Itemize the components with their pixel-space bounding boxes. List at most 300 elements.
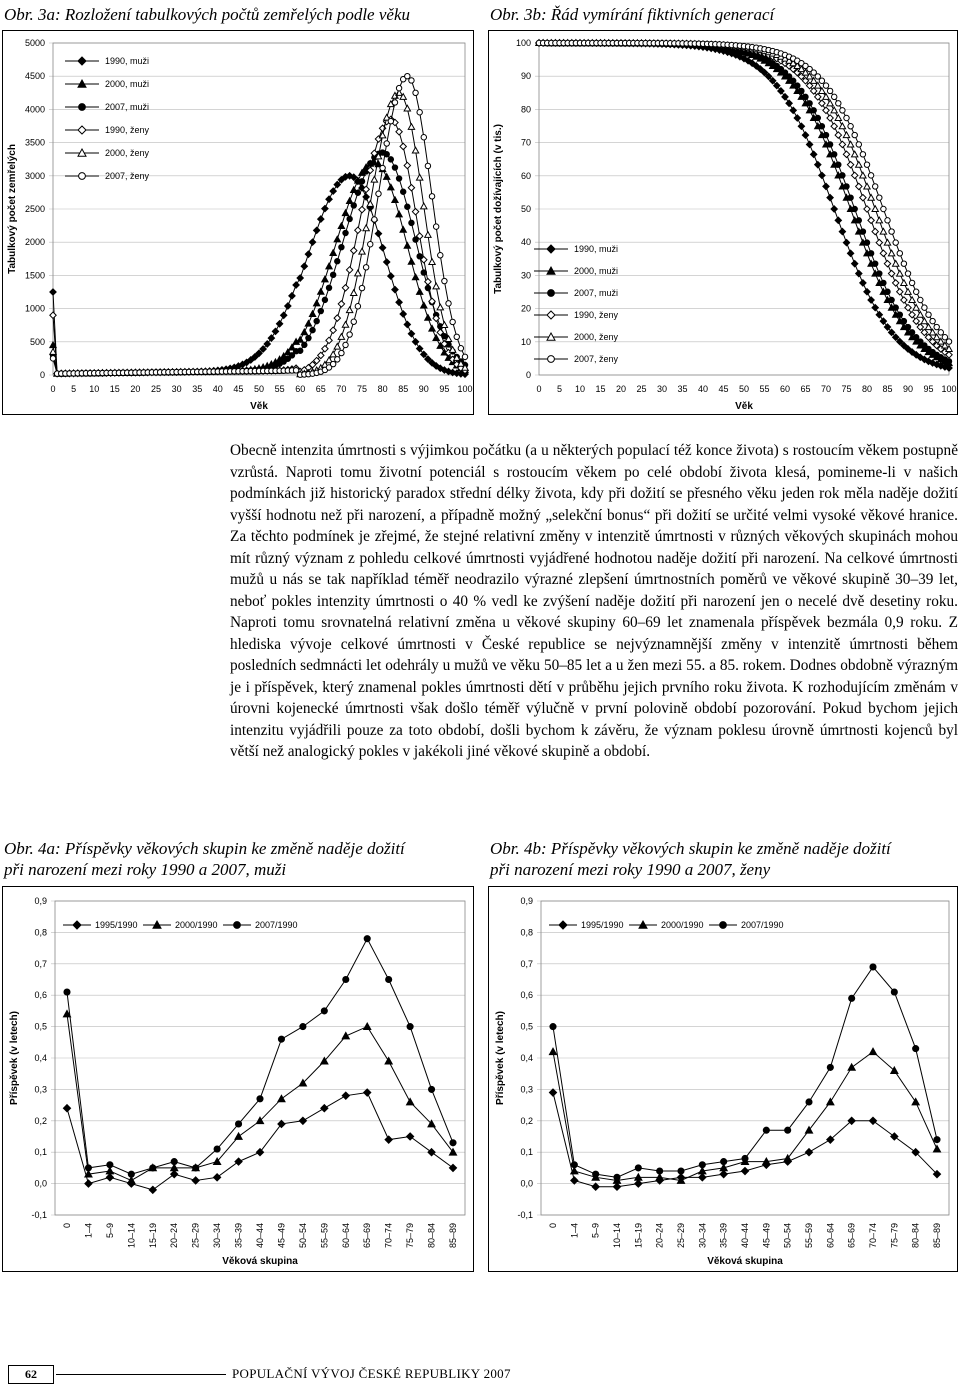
data-point bbox=[310, 327, 315, 332]
data-point bbox=[880, 228, 886, 234]
x-tick-label: 50–54 bbox=[782, 1223, 793, 1249]
data-point bbox=[912, 1098, 919, 1104]
data-point bbox=[876, 239, 882, 245]
data-point bbox=[848, 1064, 855, 1070]
data-point bbox=[803, 94, 808, 99]
data-point bbox=[901, 261, 906, 266]
data-point bbox=[235, 1158, 242, 1165]
data-point bbox=[400, 189, 405, 194]
data-point bbox=[881, 206, 886, 211]
y-axis-label: Tabulkový počet zemřelých bbox=[7, 144, 18, 274]
x-tick-label: 25–29 bbox=[190, 1223, 201, 1249]
data-point bbox=[827, 142, 832, 147]
series-line bbox=[67, 1093, 453, 1190]
data-point bbox=[400, 227, 406, 233]
legend-label: 2007, ženy bbox=[574, 354, 619, 364]
x-tick-label: 10–14 bbox=[126, 1223, 137, 1249]
data-point bbox=[326, 196, 332, 202]
data-point bbox=[289, 293, 295, 299]
data-point bbox=[413, 90, 418, 95]
data-point bbox=[891, 1133, 898, 1140]
data-point bbox=[412, 339, 418, 345]
data-point bbox=[330, 250, 336, 256]
data-point bbox=[392, 100, 397, 105]
data-point bbox=[852, 260, 858, 266]
x-tick-label: 100 bbox=[457, 384, 473, 394]
y-tick-label: 0,5 bbox=[520, 1021, 533, 1032]
y-tick-label: 1500 bbox=[24, 270, 45, 281]
data-point bbox=[322, 205, 328, 211]
data-point bbox=[314, 318, 319, 323]
y-tick-label: 0,2 bbox=[520, 1115, 533, 1126]
data-point bbox=[192, 1177, 199, 1184]
data-point bbox=[870, 964, 876, 970]
x-tick-label: 45–49 bbox=[761, 1223, 772, 1249]
data-point bbox=[847, 250, 853, 256]
y-tick-label: 3000 bbox=[24, 170, 45, 181]
data-point bbox=[893, 305, 898, 310]
data-point bbox=[347, 332, 352, 337]
data-point bbox=[351, 319, 356, 324]
data-point bbox=[827, 115, 833, 121]
data-point bbox=[342, 210, 348, 216]
data-point bbox=[844, 115, 849, 120]
x-tick-label: 75–79 bbox=[889, 1223, 900, 1249]
data-point bbox=[322, 276, 328, 282]
y-tick-label: 0,9 bbox=[34, 896, 47, 906]
chart-4b bbox=[488, 886, 958, 1272]
x-tick-label: 10–14 bbox=[612, 1223, 622, 1249]
x-tick-label: 55 bbox=[759, 384, 770, 394]
data-point bbox=[417, 110, 422, 115]
data-point bbox=[297, 275, 303, 281]
data-point bbox=[847, 141, 853, 147]
data-point bbox=[827, 88, 832, 93]
data-point bbox=[860, 280, 866, 286]
data-point bbox=[921, 318, 927, 324]
data-point bbox=[64, 989, 70, 995]
data-point bbox=[338, 301, 344, 307]
data-point bbox=[815, 115, 820, 120]
legend-marker bbox=[79, 173, 86, 180]
x-tick-label: 60–64 bbox=[340, 1223, 351, 1249]
data-point bbox=[364, 936, 370, 942]
data-point bbox=[106, 1167, 113, 1173]
data-point bbox=[347, 216, 352, 221]
y-tick-label: -0,1 bbox=[517, 1210, 533, 1220]
data-point bbox=[839, 141, 845, 147]
data-point bbox=[885, 289, 890, 294]
y-tick-label: 0,3 bbox=[520, 1084, 533, 1095]
y-tick-label: 10 bbox=[520, 336, 531, 347]
data-point bbox=[835, 115, 841, 121]
data-point bbox=[840, 173, 845, 178]
data-point bbox=[720, 1171, 727, 1178]
y-tick-label: 40 bbox=[520, 237, 531, 248]
data-point bbox=[322, 346, 328, 352]
data-point bbox=[897, 289, 903, 295]
x-tick-label: 25 bbox=[636, 384, 647, 394]
data-point bbox=[433, 224, 438, 229]
fig4b-title-line2: při narození mezi roky 1990 a 2007, ženy bbox=[490, 860, 771, 879]
y-tick-label: -0,1 bbox=[31, 1210, 47, 1220]
y-tick-label: 60 bbox=[520, 170, 531, 181]
data-point bbox=[819, 172, 825, 178]
y-tick-label: 90 bbox=[520, 71, 531, 82]
x-tick-label: 50 bbox=[738, 384, 750, 394]
data-point bbox=[421, 135, 426, 140]
data-point bbox=[313, 227, 319, 233]
data-point bbox=[388, 118, 393, 123]
legend-label: 2000, muži bbox=[574, 266, 619, 276]
data-point bbox=[338, 223, 344, 229]
data-point bbox=[412, 208, 418, 214]
x-tick-label: 5–9 bbox=[590, 1223, 601, 1239]
data-point bbox=[925, 324, 931, 330]
data-point bbox=[909, 330, 914, 335]
data-point bbox=[852, 151, 858, 157]
x-tick-label: 35 bbox=[677, 384, 688, 394]
data-point bbox=[798, 123, 804, 129]
y-axis-label: Příspěvek (v letech) bbox=[9, 1011, 20, 1105]
data-point bbox=[359, 206, 365, 212]
y-tick-label: 5000 bbox=[24, 38, 45, 48]
data-point bbox=[852, 132, 857, 137]
data-point bbox=[407, 1133, 414, 1140]
legend bbox=[63, 920, 298, 930]
data-point bbox=[860, 229, 865, 234]
data-point bbox=[281, 312, 287, 318]
data-point bbox=[806, 1099, 812, 1105]
data-point bbox=[823, 83, 828, 88]
data-point bbox=[388, 273, 394, 279]
data-point bbox=[593, 1171, 599, 1177]
data-point bbox=[856, 183, 862, 189]
data-point bbox=[335, 357, 340, 362]
data-point bbox=[807, 101, 812, 106]
legend-label: 1990, ženy bbox=[105, 125, 150, 135]
y-tick-label: 0,7 bbox=[520, 958, 533, 969]
data-point bbox=[827, 100, 833, 106]
data-point bbox=[864, 289, 870, 295]
x-tick-label: 15 bbox=[109, 384, 120, 394]
legend bbox=[534, 244, 619, 364]
data-point bbox=[592, 1183, 599, 1190]
data-point bbox=[868, 251, 873, 256]
legend-label: 2007, ženy bbox=[105, 171, 150, 181]
data-point bbox=[795, 83, 800, 88]
data-point bbox=[831, 123, 837, 129]
data-point bbox=[214, 1146, 220, 1152]
x-tick-label: 95 bbox=[439, 384, 450, 394]
data-point bbox=[805, 1149, 812, 1156]
data-point bbox=[848, 195, 853, 200]
data-point bbox=[400, 311, 406, 317]
y-tick-label: 1000 bbox=[24, 303, 45, 314]
x-axis-label: Věková skupina bbox=[707, 1256, 783, 1267]
fig3a-title: Obr. 3a: Rozložení tabulkových počtů zemřelých podle věku bbox=[4, 5, 410, 24]
legend bbox=[549, 920, 784, 930]
legend-marker bbox=[79, 104, 86, 111]
data-point bbox=[214, 1174, 221, 1181]
data-point bbox=[786, 74, 791, 79]
legend-label: 2000, ženy bbox=[574, 332, 619, 342]
x-tick-label: 30 bbox=[171, 384, 182, 394]
data-point bbox=[843, 132, 849, 138]
x-tick-label: 60 bbox=[295, 384, 306, 394]
chart-4a bbox=[2, 886, 474, 1272]
data-point bbox=[396, 85, 401, 90]
fig4b-title-line1: Obr. 4b: Příspěvky věkových skupin ke změně naděje dožití bbox=[490, 839, 891, 858]
x-tick-label: 30–34 bbox=[697, 1223, 708, 1249]
x-tick-label: 35 bbox=[192, 384, 203, 394]
data-point bbox=[856, 161, 862, 167]
y-tick-label: 0,2 bbox=[34, 1115, 47, 1126]
data-point bbox=[614, 1174, 620, 1180]
data-point bbox=[50, 312, 56, 318]
data-point bbox=[856, 218, 861, 223]
legend-label: 2000, muži bbox=[105, 79, 150, 89]
data-point bbox=[372, 217, 377, 222]
data-point bbox=[330, 188, 336, 194]
y-tick-label: 2500 bbox=[24, 204, 45, 214]
x-tick-label: 85 bbox=[882, 384, 893, 394]
data-point bbox=[339, 244, 344, 249]
data-point bbox=[889, 297, 894, 302]
data-point bbox=[678, 1168, 684, 1174]
data-point bbox=[171, 1159, 177, 1165]
data-point bbox=[50, 289, 56, 295]
data-point bbox=[300, 1024, 306, 1030]
data-point bbox=[318, 288, 324, 294]
x-tick-label: 1–4 bbox=[569, 1223, 580, 1239]
x-tick-label: 30–34 bbox=[212, 1223, 223, 1249]
y-tick-label: 0 bbox=[525, 370, 531, 380]
data-point bbox=[869, 1117, 876, 1124]
x-tick-label: 85–89 bbox=[448, 1223, 458, 1249]
data-point bbox=[549, 1089, 556, 1096]
data-point bbox=[815, 94, 821, 100]
data-point bbox=[149, 1186, 156, 1193]
data-point bbox=[860, 194, 866, 200]
legend-marker bbox=[78, 126, 86, 134]
data-point bbox=[359, 248, 365, 254]
y-tick-label: 0,4 bbox=[520, 1053, 533, 1063]
y-tick-label: 0,7 bbox=[34, 958, 47, 969]
data-point bbox=[880, 250, 886, 256]
data-point bbox=[407, 1024, 413, 1030]
x-tick-label: 50 bbox=[253, 384, 265, 394]
data-point bbox=[364, 1023, 371, 1029]
data-point bbox=[438, 253, 443, 258]
legend-label: 2000/1990 bbox=[661, 920, 704, 930]
data-point bbox=[299, 1117, 306, 1124]
data-point bbox=[335, 258, 340, 263]
y-tick-label: 20 bbox=[520, 303, 531, 314]
data-point bbox=[318, 308, 323, 313]
x-tick-label: 65–69 bbox=[846, 1223, 857, 1249]
data-point bbox=[657, 1168, 663, 1174]
data-point bbox=[450, 1140, 456, 1146]
data-point bbox=[852, 172, 858, 178]
legend-marker bbox=[78, 57, 86, 65]
y-tick-label: 70 bbox=[520, 137, 531, 148]
legend-label: 1995/1990 bbox=[581, 920, 624, 930]
data-point bbox=[278, 1036, 284, 1042]
x-tick-label: 55 bbox=[274, 384, 285, 394]
page-number: 62 bbox=[8, 1365, 54, 1384]
chart-3a bbox=[2, 30, 474, 415]
data-point bbox=[408, 258, 414, 264]
x-tick-label: 70 bbox=[820, 384, 832, 394]
data-point bbox=[446, 301, 451, 306]
data-point bbox=[856, 142, 861, 147]
data-point bbox=[827, 1098, 834, 1104]
data-point bbox=[856, 270, 862, 276]
data-point bbox=[425, 163, 430, 168]
series-1990, muži bbox=[50, 173, 468, 378]
series-1990, muži bbox=[536, 40, 952, 371]
data-point bbox=[405, 204, 410, 209]
data-point bbox=[926, 312, 931, 317]
x-tick-label: 60 bbox=[779, 384, 791, 394]
data-point bbox=[437, 304, 443, 310]
data-point bbox=[442, 278, 447, 283]
x-tick-label: 40–44 bbox=[740, 1223, 750, 1249]
data-point bbox=[909, 297, 915, 303]
data-point bbox=[864, 206, 870, 212]
data-point bbox=[278, 1095, 285, 1101]
data-point bbox=[872, 206, 878, 212]
x-tick-label: 1–4 bbox=[83, 1223, 94, 1239]
fig4a-title-line2: při narození mezi roky 1990 a 2007, muži bbox=[4, 860, 287, 879]
data-point bbox=[876, 311, 882, 317]
x-tick-label: 90 bbox=[418, 384, 429, 394]
data-point bbox=[799, 88, 804, 93]
x-tick-label: 25–29 bbox=[676, 1223, 686, 1249]
x-tick-label: 70 bbox=[336, 384, 347, 394]
data-point bbox=[946, 339, 951, 344]
data-point bbox=[313, 300, 319, 306]
legend-label: 1990, muži bbox=[105, 56, 150, 66]
x-tick-label: 0 bbox=[548, 1223, 558, 1229]
data-point bbox=[364, 1089, 371, 1096]
data-point bbox=[934, 1137, 940, 1143]
running-title: POPULAČNÍ VÝVOJ ČESKÉ REPUBLIKY 2007 bbox=[232, 1366, 511, 1381]
data-point bbox=[309, 239, 315, 245]
x-axis-label: Věk bbox=[735, 401, 753, 412]
series-line bbox=[53, 93, 465, 374]
series-line bbox=[553, 967, 937, 1177]
data-point bbox=[380, 165, 385, 170]
x-tick-label: 30 bbox=[656, 384, 668, 394]
data-point bbox=[407, 1098, 414, 1104]
data-point bbox=[885, 218, 890, 223]
data-point bbox=[840, 108, 845, 113]
data-point bbox=[293, 282, 299, 288]
x-tick-label: 70–74 bbox=[383, 1223, 394, 1249]
x-tick-label: 85–89 bbox=[932, 1223, 942, 1249]
data-point bbox=[699, 1162, 705, 1168]
legend-label: 2007, muži bbox=[574, 288, 619, 298]
y-tick-label: 0,3 bbox=[34, 1084, 47, 1095]
data-point bbox=[836, 101, 841, 106]
data-point bbox=[392, 286, 398, 292]
data-point bbox=[794, 115, 800, 121]
y-tick-label: 0,4 bbox=[34, 1053, 47, 1063]
data-point bbox=[128, 1171, 134, 1177]
data-point bbox=[831, 206, 837, 212]
data-point bbox=[922, 305, 927, 310]
data-point bbox=[371, 176, 377, 182]
data-point bbox=[408, 185, 414, 191]
data-point bbox=[897, 251, 902, 256]
data-point bbox=[346, 198, 352, 204]
data-point bbox=[355, 270, 361, 276]
data-point bbox=[355, 227, 361, 233]
data-point bbox=[933, 1145, 940, 1151]
x-tick-label: 25 bbox=[150, 384, 162, 394]
data-point bbox=[343, 976, 349, 982]
data-point bbox=[421, 302, 427, 308]
data-point bbox=[909, 311, 915, 317]
data-point bbox=[301, 329, 307, 335]
data-point bbox=[412, 147, 418, 153]
legend-label: 2007, muži bbox=[105, 102, 150, 112]
y-tick-label: 0,9 bbox=[520, 896, 533, 906]
data-point bbox=[334, 343, 340, 349]
data-point bbox=[330, 351, 336, 357]
data-point bbox=[297, 337, 303, 343]
x-tick-label: 15–19 bbox=[147, 1223, 158, 1249]
y-tick-label: 0,0 bbox=[34, 1178, 47, 1189]
x-tick-label: 65 bbox=[800, 384, 811, 394]
data-point bbox=[913, 335, 918, 340]
data-point bbox=[309, 311, 315, 317]
data-point bbox=[847, 161, 853, 167]
data-point bbox=[416, 174, 422, 180]
x-tick-label: 45 bbox=[233, 384, 244, 394]
data-point bbox=[823, 94, 829, 100]
data-point bbox=[404, 105, 410, 111]
y-axis-label: Tabulkový počet dožívajících (v tis.) bbox=[493, 124, 504, 294]
x-tick-label: 15 bbox=[595, 384, 606, 394]
data-point bbox=[449, 1164, 456, 1171]
data-point bbox=[901, 280, 907, 286]
x-axis-label: Věková skupina bbox=[222, 1256, 298, 1267]
data-point bbox=[458, 346, 463, 351]
x-tick-label: 0 bbox=[50, 384, 56, 394]
series-2007/1990 bbox=[550, 964, 940, 1181]
data-point bbox=[897, 270, 903, 276]
data-point bbox=[819, 78, 824, 83]
data-point bbox=[334, 315, 340, 321]
x-tick-label: 35–39 bbox=[718, 1223, 729, 1249]
data-point bbox=[843, 239, 849, 245]
data-point bbox=[388, 157, 393, 162]
data-point bbox=[285, 303, 291, 309]
data-point bbox=[872, 184, 877, 189]
series-2007, muži bbox=[50, 150, 467, 376]
data-point bbox=[408, 331, 414, 337]
data-point bbox=[150, 1165, 156, 1171]
x-tick-label: 80 bbox=[861, 384, 873, 394]
series-2007/1990 bbox=[64, 936, 456, 1178]
data-point bbox=[128, 1177, 135, 1183]
data-point bbox=[326, 263, 332, 269]
legend-marker bbox=[234, 922, 241, 929]
data-point bbox=[257, 1096, 263, 1102]
